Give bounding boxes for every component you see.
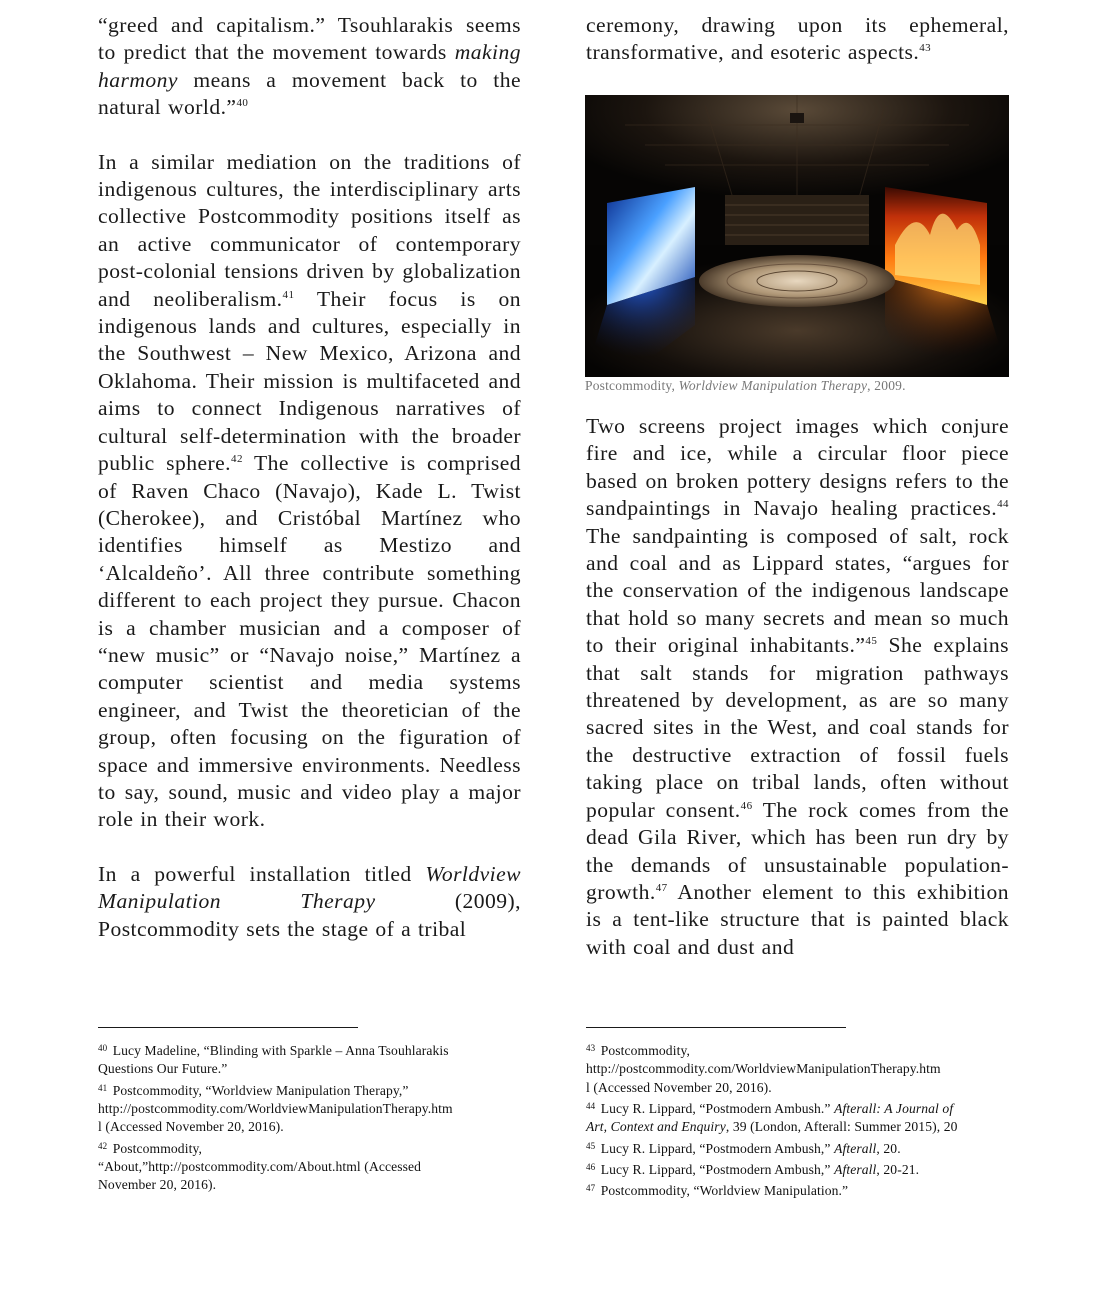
installation-photo-graphic [585, 95, 1009, 377]
right-column-lower [586, 413, 1009, 961]
footnote-41-url[interactable]: http://postcommodity.com/WorldviewManipulationTherapy.htm [98, 1100, 453, 1116]
footnote-47: $^{47}$ Postcommodity, “Worldview Manipulation.” [586, 1183, 849, 1199]
footnote-ref-41[interactable]: 41 [282, 288, 295, 301]
footnote-40: $^{40}$ Lucy Madeline, “Blinding with Sparkle – Anna Tsouhlarakis [98, 1043, 449, 1059]
footnote-ref-43[interactable]: 43 [919, 42, 932, 55]
footnote-ref-44[interactable]: 44 [997, 497, 1009, 510]
footnote-43-url[interactable]: http://postcommodity.com/WorldviewManipulationTherapy.htm [586, 1061, 941, 1077]
photo-caption: Postcommodity, Worldview Manipulation Therapy, 2009. [585, 378, 906, 393]
left-column [98, 12, 521, 943]
footnote-44: $^{44}$ Lucy R. Lippard, “Postmodern Ambush.” Afterall: A Journal of [586, 1100, 954, 1116]
footnote-46: $^{46}$ Lucy R. Lippard, “Postmodern Ambush,” Afterall, 20-21. [586, 1161, 920, 1177]
footnote-ref-40[interactable]: 40 [236, 96, 249, 109]
footnote-ref-45[interactable]: 45 [865, 635, 878, 647]
installation-photo [585, 95, 1009, 377]
paragraph-ceremony: ceremony, drawing upon its ephemeral, transformative, and esoteric aspects.$^{43}$ [586, 13, 1009, 65]
footnote-42-url[interactable]: “About,”http://postcommodity.com/About.html (Accessed [98, 1158, 422, 1174]
footnote-42: $^{42}$ Postcommodity, [98, 1140, 202, 1156]
right-column [586, 12, 1009, 67]
paragraph-tsouhlarakis-end: “greed and capitalism.” Tsouhlarakis seems to predict that the movement towards making harmony means a movement back to the natural world.”$^{40}$ [98, 13, 521, 120]
footnote-45: $^{45}$ Lucy R. Lippard, “Postmodern Ambush,” Afterall, 20. [586, 1140, 901, 1156]
footnote-41: $^{41}$ Postcommodity, “Worldview Manipulation Therapy,” [98, 1082, 409, 1098]
footnotes-left: $^{40}$ Lucy Madeline, “Blinding with Sparkle – Anna Tsouhlarakis Questions Our Future.” $^{41}$ Postcommodity, “Worldview Manipulation Therapy,” http://postcommodity.com/WorldviewManipulationTherapy.htm l (Accessed November 20, 2016). $^{42}$ Postcommodity, “About,”http://postcommodity.com/About.html (Accessed November 20, 2016). [98, 1039, 538, 1195]
footnotes-right: $^{43}$ Postcommodity, http://postcommodity.com/WorldviewManipulationTherapy.htm l (Accessed November 20, 2016). $^{44}$ Lucy R. Lippard, “Postmodern Ambush.” Afterall: A Journal of Art, Context and Enquiry, 39 (London, Afterall: Summer 2015), 20 $^{45}$ Lucy R. Lippard, “Postmodern Ambush,” Afterall, 20. $^{46}$ Lucy R. Lippard, “Postmodern Ambush,” Afterall, 20-21. $^{47}$ Postcommodity, “Worldview Manipulation.” [586, 1039, 1026, 1201]
paragraph-postcommodity-intro: In a similar mediation on the traditions of indigenous cultures, the interdisciplinary arts collective Postcommodity positions itself as an active communicator of contemporary post-colonial tensions driven by globalization and neoliberalism.$^{41}$ Their focus is on indigenous lands and cultures, especially in the Southwest – New Mexico, Arizona and Oklahoma. Their mission is multifaceted and aims to connect Indigenous narratives of cultural self-determination with the broader public sphere.$^{42}$ The collective is comprised of Raven Chaco (Navajo), Kade L. Twist (Cherokee), and Cristóbal Martínez who identifies himself as Mestizo and ‘Alcaldeño’. All three contribute something different to each project they pursue. Chacon is a chamber musician and a composer of “new music” or “Navajo noise,” Martínez a computer scientist and media systems engineer, and Twist the theoretician of the group, often focusing on the figuration of space and immersive environments. Needless to say, sound, music and video play a major role in their work. [98, 149, 521, 832]
footnote-ref-42[interactable]: 42 [231, 452, 243, 465]
footnote-divider-left [98, 1027, 358, 1028]
paragraph-screens: Two screens project images which conjure fire and ice, while a circular floor piece based on broken pottery designs refers to the sandpaintings in Navajo healing practices.$^{44}$ The sandpainting is composed of salt, rock and coal and as Lippard states, “argues for the conservation of the indigenous landscape that hold so many secrets and mean so much to their original inhabitants.”$^{45}$ She explains that salt stands for migration pathways threatened by development, as are so many sacred sites in the West, and coal stands for the destructive extraction of fossil fuels taking place on tribal lands, often without popular consent.$^{46}$ The rock comes from the dead Gila River, which has been run dry by the demands of unsustainable population-growth.$^{47}$ Another element to this exhibition is a tent-like structure that is painted black with coal and dust and [586, 414, 1009, 959]
footnote-ref-47[interactable]: 47 [655, 881, 668, 894]
footnote-43: $^{43}$ Postcommodity, [586, 1043, 690, 1059]
footnote-ref-46[interactable]: 46 [740, 799, 753, 812]
footnote-divider-right [586, 1027, 846, 1028]
paragraph-worldview-intro: In a powerful installation titled Worldview Manipulation Therapy (2009), Postcommodity sets the stage of a tribal [98, 861, 521, 941]
